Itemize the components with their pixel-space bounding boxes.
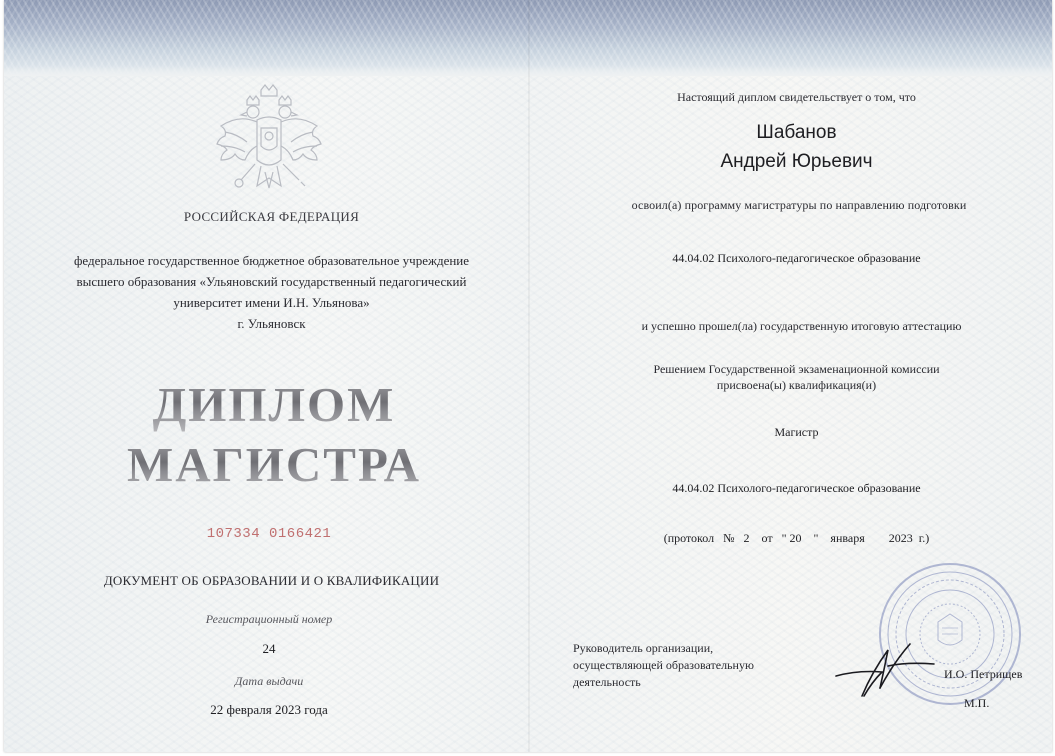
- qualification: Магистр: [774, 425, 819, 439]
- diploma-title: [84, 375, 464, 495]
- holder-given-names: Андрей Юрьевич: [720, 151, 873, 172]
- institution-city: г. Ульяновск: [237, 316, 306, 331]
- commission-line: Решением Государственной экзаменационной комиссии: [653, 362, 940, 376]
- training-direction: 44.04.02 Психолого-педагогическое образование: [672, 251, 921, 265]
- institution-line: высшего образования «Ульяновский государственный педагогический: [76, 274, 467, 289]
- head-of-organization-title: [573, 640, 813, 691]
- institution-name: [44, 250, 499, 334]
- attestation-statement: и успешно прошел(ла) государственную итоговую аттестацию: [641, 319, 962, 333]
- certification-intro: Настоящий диплом свидетельствует о том, что: [677, 90, 916, 104]
- serial-number: 107334 0166421: [206, 526, 332, 542]
- head-role-line: Руководитель организации,: [573, 641, 714, 655]
- country-name: РОССИЙСКАЯ ФЕДЕРАЦИЯ: [183, 209, 360, 224]
- diploma-title-line: МАГИСТРА: [84, 435, 464, 495]
- handwritten-signature-icon: [830, 636, 940, 702]
- registration-number-value: 24: [262, 641, 276, 656]
- head-role-line: осуществляющей образовательную: [573, 658, 754, 672]
- institution-line: университет имени И.Н. Ульянова»: [173, 295, 370, 310]
- document-type: ДОКУМЕНТ ОБ ОБРАЗОВАНИИ И О КВАЛИФИКАЦИИ: [103, 573, 440, 588]
- qualification-specialty: 44.04.02 Психолого-педагогическое образование: [672, 481, 921, 495]
- institution-line: федеральное государственное бюджетное образовательное учреждение: [73, 253, 470, 268]
- issue-date-label: Дата выдачи: [234, 674, 304, 688]
- head-of-organization-name: И.О. Петрищев: [944, 667, 1023, 681]
- center-fold: [528, 0, 530, 752]
- diploma-document: [4, 0, 1052, 752]
- issue-date-value: 22 февраля 2023 года: [210, 702, 328, 717]
- commission-decision: [564, 361, 1029, 393]
- program-statement: освоил(а) программу магистратуры по направлению подготовки: [631, 198, 967, 212]
- head-role-line: деятельность: [573, 675, 641, 689]
- diploma-title-line: ДИПЛОМ: [84, 375, 464, 435]
- holder-surname: Шабанов: [756, 122, 837, 143]
- registration-number-label: Регистрационный номер: [205, 612, 333, 626]
- double-headed-eagle-emblem-icon: [209, 82, 329, 210]
- protocol-reference: (протокол № 2 от " 20 " января 2023 г.): [663, 531, 930, 545]
- commission-line: присвоена(ы) квалификация(и): [716, 378, 877, 392]
- seal-place-mark: М.П.: [964, 696, 990, 710]
